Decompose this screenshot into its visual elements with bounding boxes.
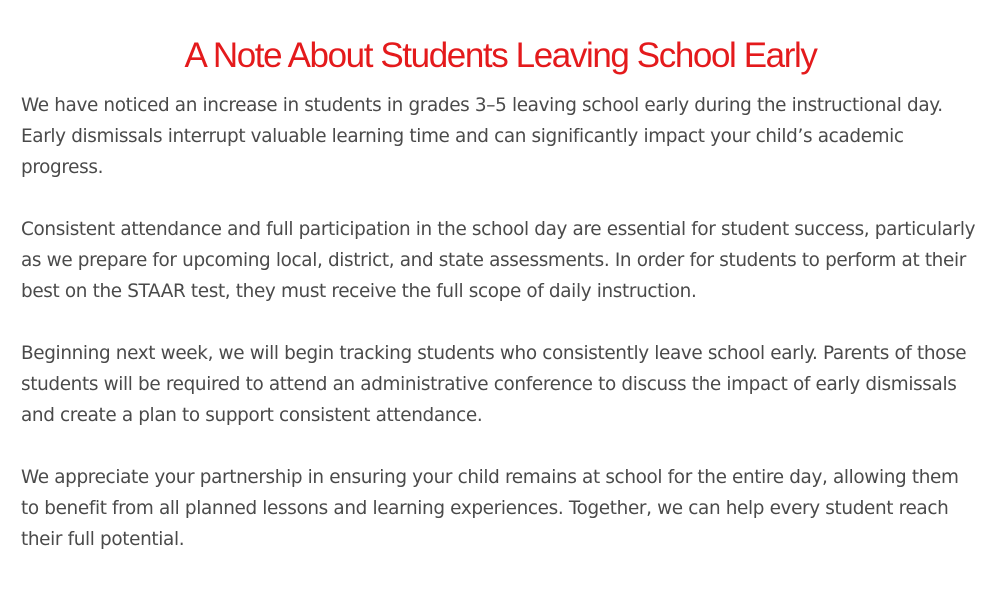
notice-page xyxy=(0,34,1000,603)
paragraph-attendance-importance: Consistent attendance and full participation in the school day are essential for student success, particularly as we prepare for upcoming local, district, and state assessments. In order for students to perform at their best on the STAAR test, they must receive the full scope of daily instruction. xyxy=(21,219,976,302)
paragraph-early-dismissal-increase: We have noticed an increase in students in grades 3–5 leaving school early during the instructional day. Early dismissals interrupt valuable learning time and can significantly impact your child’s academic progress. xyxy=(21,95,943,178)
paragraph-tracking-policy: Beginning next week, we will begin tracking students who consistently leave school early. Parents of those students will be required to attend an administrative conference to discuss the impact of early dismissals and create a plan to support consistent attendance. xyxy=(21,343,967,426)
page-title: A Note About Students Leaving School Early xyxy=(184,36,817,75)
paragraph-partnership: We appreciate your partnership in ensuring your child remains at school for the entire day, allowing them to benefit from all planned lessons and learning experiences. Together, we can help every student reach their full potential. xyxy=(21,467,959,550)
notice-body xyxy=(21,90,980,555)
